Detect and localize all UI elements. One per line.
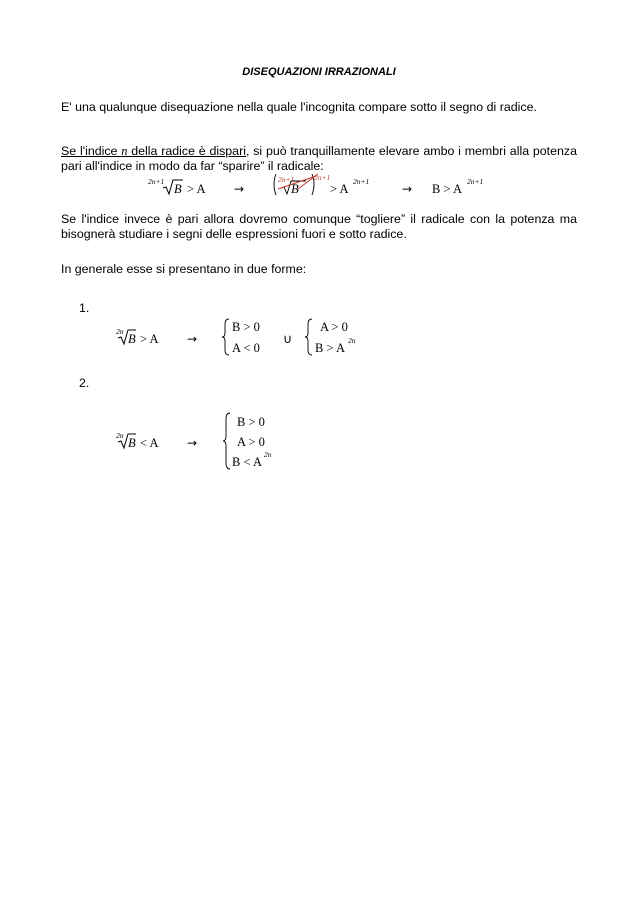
odd-index-paragraph <box>61 144 577 174</box>
case-1-index: 2n <box>116 327 124 336</box>
rhs: > A <box>330 182 349 196</box>
radicand: B <box>174 182 182 196</box>
arrow-icon: → <box>234 182 245 196</box>
sys2-line-2: B > A <box>315 341 345 355</box>
sys1-line-2: A < 0 <box>232 341 260 355</box>
left-brace-icon <box>221 318 231 356</box>
sys2-line-1: A > 0 <box>320 320 348 334</box>
case-2-label: 2. <box>79 376 90 390</box>
sys-line-1: B > 0 <box>237 415 265 429</box>
case-2-relation: < A <box>140 436 159 450</box>
page-title: DISEQUAZIONI IRRAZIONALI <box>242 66 396 78</box>
case-1-label: 1. <box>79 301 90 315</box>
left-brace-icon <box>304 318 314 356</box>
case-1-radicand: B <box>128 332 136 346</box>
union-symbol: ∪ <box>283 332 293 346</box>
odd-text-1: Se l'indice <box>61 144 118 158</box>
case-2-index: 2n <box>116 431 124 440</box>
arrow-icon-2: → <box>402 182 413 196</box>
sys1-line-1: B > 0 <box>232 320 260 334</box>
radicand-2: B <box>291 182 299 196</box>
left-brace-icon <box>222 412 232 470</box>
strikethrough-exponent: 2n+1 <box>314 173 331 182</box>
relation: > A <box>187 182 206 196</box>
rhs-exponent: 2n+1 <box>353 177 370 186</box>
root-index: 2n+1 <box>148 177 165 186</box>
odd-variable: n <box>121 144 128 158</box>
odd-text-3: , si può tranquillamente elevare ambo i membri alla potenza pari all'indice in modo da far “sparire” il radicale: <box>61 144 577 173</box>
result: B > A <box>432 182 462 196</box>
result-exponent: 2n+1 <box>467 177 484 186</box>
sys-line-3: B < A <box>232 455 262 469</box>
odd-text-2: della radice è dispari <box>131 144 246 158</box>
sys2-exponent: 2n <box>348 336 356 345</box>
even-index-paragraph: Se l'indice invece è pari allora dovremo comunque “togliere” il radicale con la potenza ma bisognerà studiare i segni delle espressioni fuori e sotto radice. <box>61 212 577 241</box>
odd-index-underlined <box>61 144 246 158</box>
case-1-relation: > A <box>140 332 159 346</box>
sys-line-2: A > 0 <box>237 435 265 449</box>
strikethrough-index: 2n+1 <box>278 175 295 184</box>
case-2-radicand: B <box>128 436 136 450</box>
arrow-icon: → <box>187 332 198 346</box>
general-paragraph: In generale esse si presentano in due forme: <box>61 262 307 276</box>
arrow-icon: → <box>187 436 198 450</box>
sys-exponent: 2n <box>264 450 272 459</box>
intro-paragraph: E' una qualunque disequazione nella quale l'incognita compare sotto il segno di radice. <box>61 100 537 114</box>
